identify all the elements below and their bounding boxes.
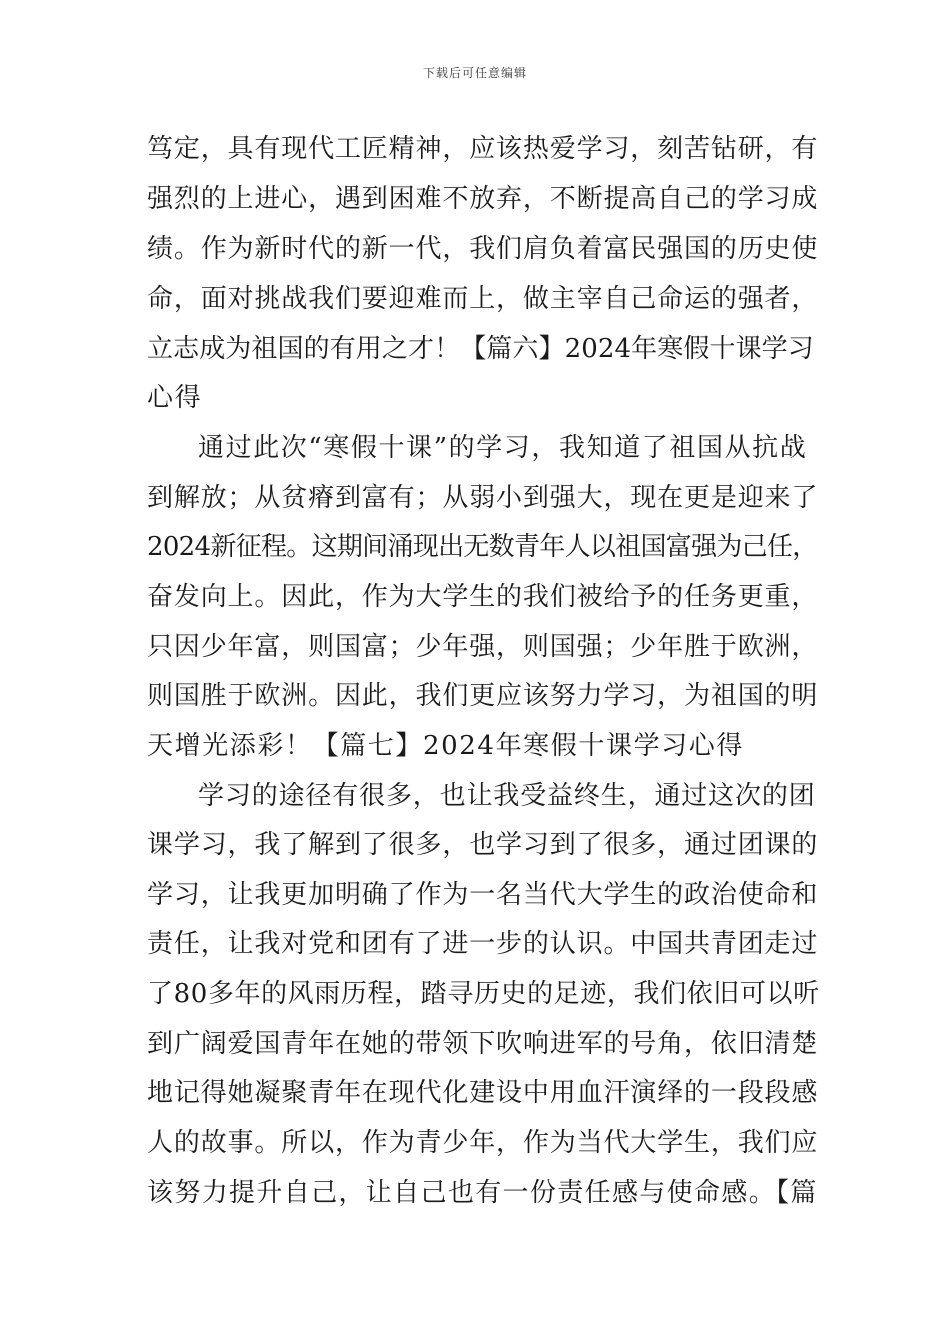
text-line: 立志成为祖国的有用之才！【篇六】2024年寒假十课学习 — [147, 334, 814, 364]
text-line: 了80多年的风雨历程，踏寻历史的足迹，我们依旧可以听 — [147, 979, 820, 1009]
text-line: 到广阔爱国青年在她的带领下吹响进军的号角，依旧清楚 — [147, 1029, 819, 1059]
text-line: 到解放；从贫瘠到富有；从弱小到强大，现在更是迎来了 — [147, 483, 819, 513]
text-line: 则国胜于欧洲。因此，我们更应该努力学习，为祖国的明 — [147, 681, 819, 711]
text-line: 地记得她凝聚青年在现代化建设中用血汗演绎的一段段感 — [147, 1078, 819, 1108]
text-line: 该努力提升自己，让自己也有一份责任感与使命感。【篇 — [147, 1178, 818, 1208]
text-line: 心得 — [147, 383, 203, 413]
text-line: 2024新征程。这期间涌现出无数青年人以祖国富强为己任， — [147, 532, 818, 562]
paragraph-first-line: 通过此次“寒假十课”的学习，我知道了祖国从抗战 — [198, 433, 808, 463]
text-line: 人的故事。所以，作为青少年，作为当代大学生，我们应 — [147, 1128, 819, 1158]
text-line: 命，面对挑战我们要迎难而上，做主宰自己命运的强者， — [147, 284, 819, 314]
text-line: 强烈的上进心，遇到困难不放弃，不断提高自己的学习成 — [147, 184, 819, 214]
text-line: 学习，让我更加明确了作为一名当代大学生的政治使命和 — [147, 880, 819, 910]
page-header: 下载后可任意编辑 — [422, 66, 527, 80]
text-line: 笃定，具有现代工匠精神，应该热爱学习，刻苦钻研，有 — [147, 134, 819, 164]
text-line: 天增光添彩！【篇七】2024年寒假十课学习心得 — [147, 731, 744, 761]
text-line: 责任，让我对党和团有了进一步的认识。中国共青团走过 — [147, 929, 819, 959]
text-line: 绩。作为新时代的新一代，我们肩负着富民强国的历史使 — [147, 234, 819, 264]
text-line: 只因少年富，则国富；少年强，则国强；少年胜于欧洲， — [147, 632, 819, 662]
paragraph-first-line: 学习的途径有很多，也让我受益终生，通过这次的团 — [198, 781, 816, 811]
text-line: 课学习，我了解到了很多，也学习到了很多，通过团课的 — [147, 830, 819, 860]
text-line: 奋发向上。因此，作为大学生的我们被给予的任务更重， — [147, 582, 819, 612]
